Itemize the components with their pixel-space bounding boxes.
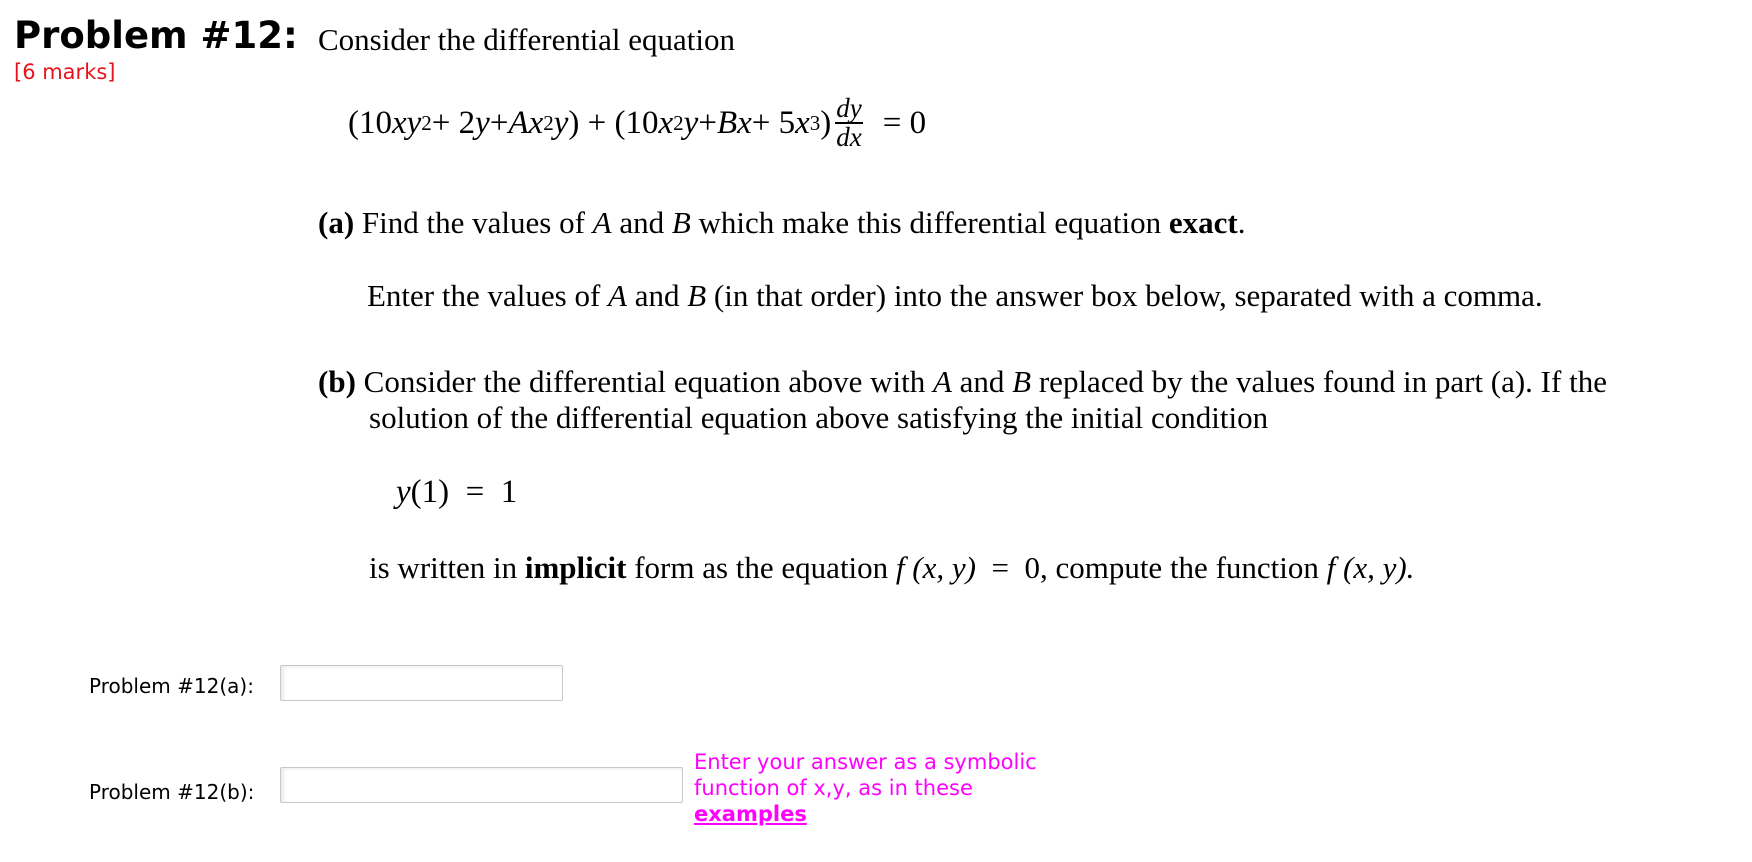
eq-var: y bbox=[475, 104, 490, 141]
answer-hint bbox=[694, 749, 1037, 827]
keyword-implicit: implicit bbox=[524, 550, 627, 585]
part-a-question bbox=[318, 205, 1245, 241]
hint-line: function of x,y, as in these bbox=[694, 776, 973, 800]
part-a-label: (a) bbox=[318, 205, 355, 240]
math-var: B bbox=[1012, 364, 1032, 399]
part-text: which make this differential equation bbox=[690, 205, 1169, 240]
problem-intro: Consider the differential equation bbox=[318, 22, 735, 57]
ic-value: (1) = 1 bbox=[410, 474, 518, 510]
math-args: (x, y) bbox=[904, 550, 976, 585]
eq-var: y bbox=[553, 104, 569, 141]
part-text: . bbox=[1237, 205, 1246, 240]
part-text: is written in bbox=[369, 550, 525, 585]
math-var: A bbox=[592, 205, 612, 240]
keyword-exact: exact bbox=[1168, 205, 1238, 240]
eq-term: (10 bbox=[348, 104, 392, 141]
eq-var: y bbox=[683, 104, 699, 141]
part-text: Consider the differential equation above with bbox=[355, 364, 933, 399]
math-var: A bbox=[608, 278, 627, 313]
eq-term: + bbox=[698, 104, 717, 141]
eq-term: ) + (10 bbox=[568, 104, 659, 141]
answer-input-b[interactable] bbox=[280, 767, 683, 803]
part-text: Enter the values of bbox=[367, 278, 609, 313]
initial-condition bbox=[396, 474, 517, 511]
eq-var: x bbox=[658, 104, 674, 141]
answer-label-a: Problem #12(a): bbox=[89, 674, 254, 698]
eq-term: ) bbox=[820, 104, 832, 141]
math-var: B bbox=[687, 278, 707, 313]
part-text: = 0, compute the function bbox=[975, 550, 1327, 585]
math-args: (x, y). bbox=[1335, 550, 1415, 585]
problem-title: Problem #12: bbox=[14, 14, 298, 57]
math-func: f bbox=[895, 550, 905, 585]
derivative-fraction bbox=[835, 95, 862, 151]
part-b-question bbox=[318, 364, 1748, 400]
fraction-numerator: dy bbox=[836, 93, 862, 123]
part-text: and bbox=[951, 364, 1013, 399]
part-text: (in that order) into the answer box below, separated with a comma. bbox=[706, 278, 1543, 313]
eq-var: Bx bbox=[716, 104, 752, 141]
part-text: and bbox=[626, 278, 688, 313]
answer-label-b: Problem #12(b): bbox=[89, 780, 255, 804]
part-b-label: (b) bbox=[318, 364, 356, 399]
eq-var: xy bbox=[392, 104, 422, 141]
math-var: A bbox=[932, 364, 952, 399]
math-func: f bbox=[1326, 550, 1336, 585]
part-b-text: solution of the differential equation above satisfying the initial condition bbox=[369, 400, 1269, 435]
hint-line: Enter your answer as a symbolic bbox=[694, 750, 1037, 774]
part-b-implicit-text bbox=[369, 550, 1414, 586]
part-text: replaced by the values found in part (a). If the bbox=[1031, 364, 1607, 399]
math-var: B bbox=[671, 205, 691, 240]
eq-var: Ax bbox=[508, 104, 544, 141]
examples-link[interactable]: examples bbox=[694, 802, 807, 826]
eq-term: + 2 bbox=[431, 104, 476, 141]
marks-badge: [6 marks] bbox=[14, 60, 116, 84]
answer-input-a[interactable] bbox=[280, 665, 563, 701]
part-text: form as the equation bbox=[626, 550, 896, 585]
eq-term: + bbox=[489, 104, 509, 141]
fraction-denominator: dx bbox=[836, 122, 862, 152]
math-var: y bbox=[396, 474, 411, 510]
part-a-instructions bbox=[367, 278, 1543, 314]
part-text: Find the values of bbox=[354, 205, 593, 240]
differential-equation: (10 xy 2 + 2 y + Ax 2 y ) + (10 x 2 y + Bx + 5 x 3 ) $\frac{dy}{dx}$ = 0 bbox=[348, 93, 927, 152]
part-text: and bbox=[611, 205, 672, 240]
eq-term: + 5 bbox=[751, 104, 796, 141]
eq-var: x bbox=[795, 104, 810, 141]
equation-rhs: = 0 bbox=[882, 104, 927, 141]
